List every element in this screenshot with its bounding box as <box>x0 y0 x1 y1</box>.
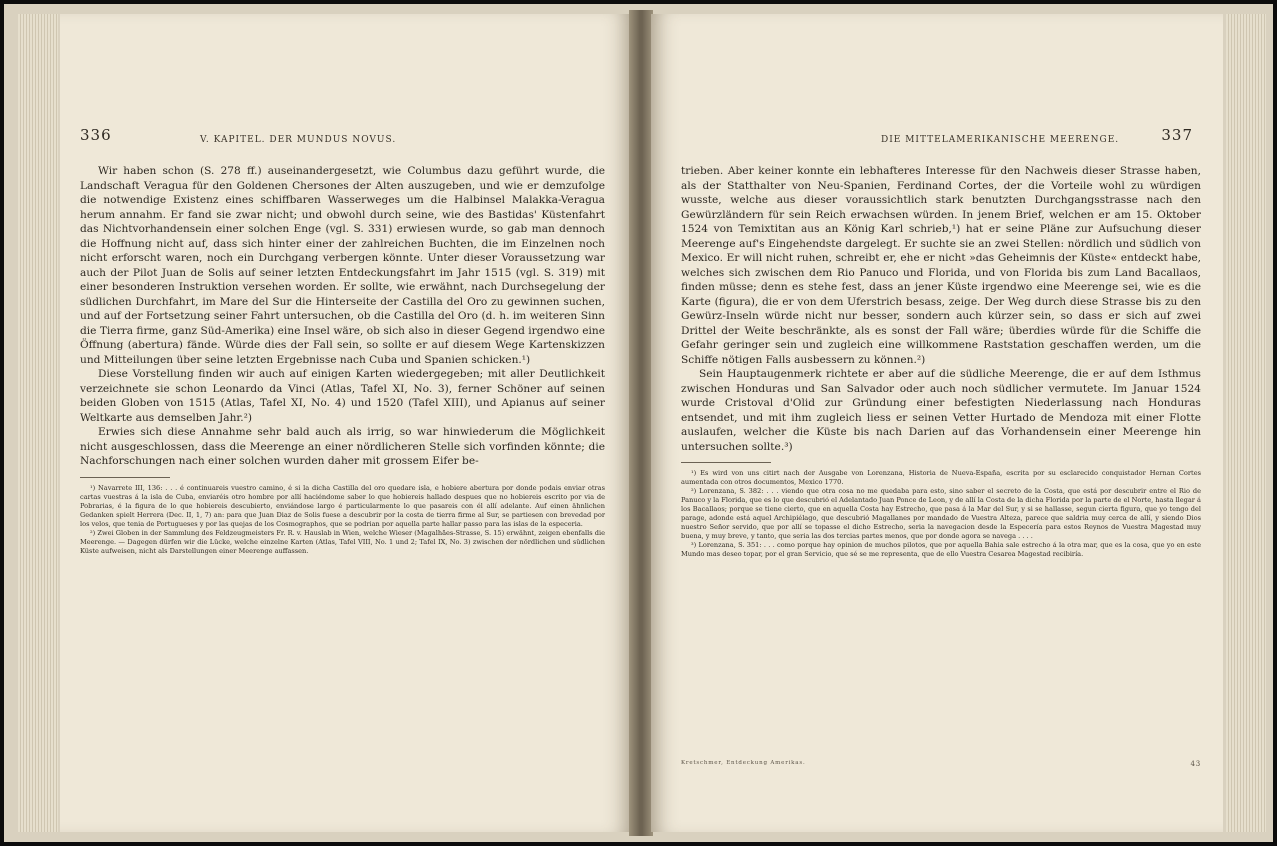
right-footnote-2: ²) Lorenzana, S. 382: . . . viendo que otra cosa no me quedaba para esto, sino saber el secreto de la Costa, que está por descubrir entre el Rio de Panuco y la Florida, que es lo que descubrió el Adelantado Juan Ponce de Leon, y de allí la Costa de la dicha Florida por la parte de el Norte, hasta llegar á los Bacallaos; porque se tiene cierto, que en aquella Costa hay Estrecho, que pasa á la Mar del Sur, y si se hallasse, segun cierta figura, que yo tengo del parage, adonde está aquel Archipiélago, que descubrió Magallanes por mandado de Vuestra Alteza, parece que saldria muy cerca de allí, y siendo Dios nuestro Señor servido, que por allí se topasse el dicho Estrecho, seria la navegacion desde la Especería para estos Reynos de Vuestra Magestad muy buena, y muy breve, y tanto, que seria las dos tercias partes menos, que por donde agora se navega . . . . <box>681 487 1201 540</box>
footnote-rule <box>80 477 170 478</box>
left-page-number: 336 <box>80 126 112 144</box>
right-footnote-3: ³) Lorenzana, S. 351: . . . como porque hay opinion de muchos pilotos, que por aquella Bahia sale estrecho á la otra mar, que es la cosa, que yo en este Mundo mas deseo topar, por el gran Servicio, que sé se me representa, que de ello Vuestra Cesarea Magestad recibiría. <box>681 541 1201 558</box>
right-paragraph-2: Sein Hauptaugenmerk richtete er aber auf die südliche Meerenge, die er auf dem Isthmus zwischen Honduras und San Salvador oder auch noch südlicher vermutete. Im Januar 1524 wurde Cristoval d'Olid zur Gründung einer befestigten Niederlassung nach Honduras entsendet, und mit ihm zugleich liess er seinen Vetter Hurtado de Mendoza mit einer Flotte auslaufen, welcher die Küste bis nach Darien auf das Vorhandensein einer Meerenge hin untersuchen sollte.³) <box>681 368 1201 453</box>
signature-text: Kretschmer, Entdeckung Amerikas. <box>681 760 806 766</box>
page-edges-left <box>18 14 58 832</box>
left-running-head: V. KAPITEL. DER MUNDUS NOVUS. <box>200 135 397 145</box>
left-paragraph-1: Wir haben schon (S. 278 ff.) auseinandergesetzt, wie Columbus dazu geführt wurde, die Landschaft Veragua für den Goldenen Chersones der Alten auszugeben, und wie er demzufolge die notwendige Existenz eines schiffbaren Wasserweges um die Halbinsel Malakka-Veragua herum annahm. Er fand sie zwar nicht; und obwohl durch seine, wie des Bastidas' Küstenfahrt das Nichtvorhandensein einer solchen Enge (vgl. S. 331) erwiesen wurde, so gab man dennoch die Hoffnung nicht auf, dass sich hinter einer der zahlreichen Buchten, die im Einzelnen noch nicht erforscht waren, noch ein Durchgang verbergen könnte. Unter dieser Voraussetzung war auch der Pilot Juan de Solis auf seiner letzten Entdeckungsfahrt im Jahr 1515 (vgl. S. 319) mit einer besonderen Instruktion versehen worden. Er sollte, wie erwähnt, nach Durchsegelung der südlichen Durchfahrt, im Mare del Sur die Hinterseite der Castilla del Oro zu gewinnen suchen, und auf der Fortsetzung seiner Fahrt untersuchen, ob die Castilla del Oro (d. h. im weiteren Sinn die Tierra firme, ganz Süd-Amerika) eine Insel wäre, ob sich also in dieser Gegend irgendwo eine Öffnung (abertura) fände. Würde dies der Fall sein, so sollte er auf diesem Wege Kartenskizzen und Mitteilungen über seine letzten Ergebnisse nach Cuba und Spanien schicken.¹) <box>80 165 605 366</box>
right-page-number: 337 <box>1161 126 1193 144</box>
right-running-head: DIE MITTELAMERIKANISCHE MEERENGE. <box>881 135 1120 145</box>
left-header <box>80 126 605 154</box>
signature-line <box>681 760 1201 766</box>
right-page <box>651 14 1223 832</box>
left-page <box>60 14 631 832</box>
right-footnotes <box>681 469 1201 559</box>
left-paragraph-3: Erwies sich diese Annahme sehr bald auch als irrig, so war hinwiederum die Möglichkeit nicht ausgeschlossen, dass die Meerenge an einer nördlicheren Stelle sich vorfinden könnte; die Nachforschungen nach einer solchen wurden daher mit grossem Eifer be- <box>80 426 605 467</box>
page-edges-right <box>1226 14 1266 832</box>
left-paragraph-2: Diese Vorstellung finden wir auch auf einigen Karten wiedergegeben; mit aller Deutlichkeit verzeichnete sie schon Leonardo da Vinci (Atlas, Tafel XI, No. 3), ferner Schöner auf seinen beiden Globen von 1515 (Atlas, Tafel XI, No. 4) und 1520 (Tafel XIII), und Apianus auf seiner Weltkarte aus demselben Jahr.²) <box>80 368 605 424</box>
book-spread <box>4 4 1273 842</box>
footnote-rule <box>681 462 771 463</box>
left-footnote-1: ¹) Navarrete III, 136: . . . é continuareis vuestro camino, é si la dicha Castilla del oro quedare isla, e hobiere abertura por donde podais enviar otras cartas vuestras á la isla de Cuba, enviaréis otro hombre por allí haciéndome saber lo que hobiereis hallado despues que no hobiereis escrito por via de Pobrarias, é la figura de lo que hobiereis descubierto, enviándose largo é particularmente lo que pasareis con él allí adelante. Auf einen ähnlichen Gedanken spielt Herrera (Dec. II, 1, 7) an: para que Juan Diaz de Solis fuese a descubrir por la costa de tierra firme al Sur, se partiesen con brevedad por los velos, que tenia de Portugueses y por las quejas de los Cosmographos, que se podrian por aquella parte hallar passo para las islas de la especeria. <box>80 483 605 528</box>
right-paragraph-1: trieben. Aber keiner konnte ein lebhafteres Interesse für den Nachweis dieser Strasse haben, als der Statthalter von Neu-Spanien, Ferdinand Cortes, der die Vorteile wohl zu würdigen wusste, welche aus dieser voraussichtlich stark benutzten Durchgangsstrasse nach den Gewürzländern für sein Reich erwachsen würden. In jenem Brief, welchen er am 15. Oktober 1524 von Temixtitan aus an König Karl schrieb,¹) hat er seine Pläne zur Aufsuchung dieser Meerenge auf's Eingehendste dargelegt. Er suchte sie an zwei Stellen: nördlich und südlich von Mexico. Er will nicht ruhen, schreibt er, ehe er nicht »das Geheimnis der Küste« entdeckt habe, welches sich zwischen dem Rio Panuco und Florida, und von Florida bis zum Land Bacallaos, finden müsse; denn es stehe fest, dass an jener Küste irgendwo eine Meerenge sei, wie es die Karte (figura), die er von dem Uferstrich besass, zeige. Der Weg durch diese Strasse bis zu den Gewürz-Inseln würde nicht nur besser, sondern auch kürzer sein, so dass er sich auf zwei Drittel der Weite beschränkte, als es sonst der Fall wäre; überdies würde für die Schiffe die Gefahr geringer sein und zugleich eine willkommene Raststation geschaffen werden, um die Schiffe nötigen Falls ausbessern zu können.²) <box>681 165 1201 366</box>
right-body <box>681 164 1201 559</box>
left-footnotes <box>80 484 605 556</box>
right-header <box>681 126 1201 154</box>
signature-number: 43 <box>1190 760 1201 768</box>
left-body <box>80 164 605 556</box>
left-footnote-2: ²) Zwei Globen in der Sammlung des Feldzeugmeisters Fr. R. v. Hauslab in Wien, welche Wieser (Magalhães-Strasse, S. 15) erwähnt, zeigen ebenfalls die Meerenge. — Dagegen dürfen wir die Lücke, welche einzelne Karten (Atlas, Tafel VIII, No. 1 und 2; Tafel IX, No. 3) zwischen der nördlichen und südlichen Küste aufweisen, nicht als Darstellungen einer Meerenge auffassen. <box>80 528 605 555</box>
book-gutter <box>629 10 653 836</box>
right-footnote-1: ¹) Es wird von uns citirt nach der Ausgabe von Lorenzana, Historia de Nueva-España, escrita por su esclarecido conquistador Hernan Cortes aumentada con otros documentos, Mexico 1770. <box>681 469 1201 486</box>
